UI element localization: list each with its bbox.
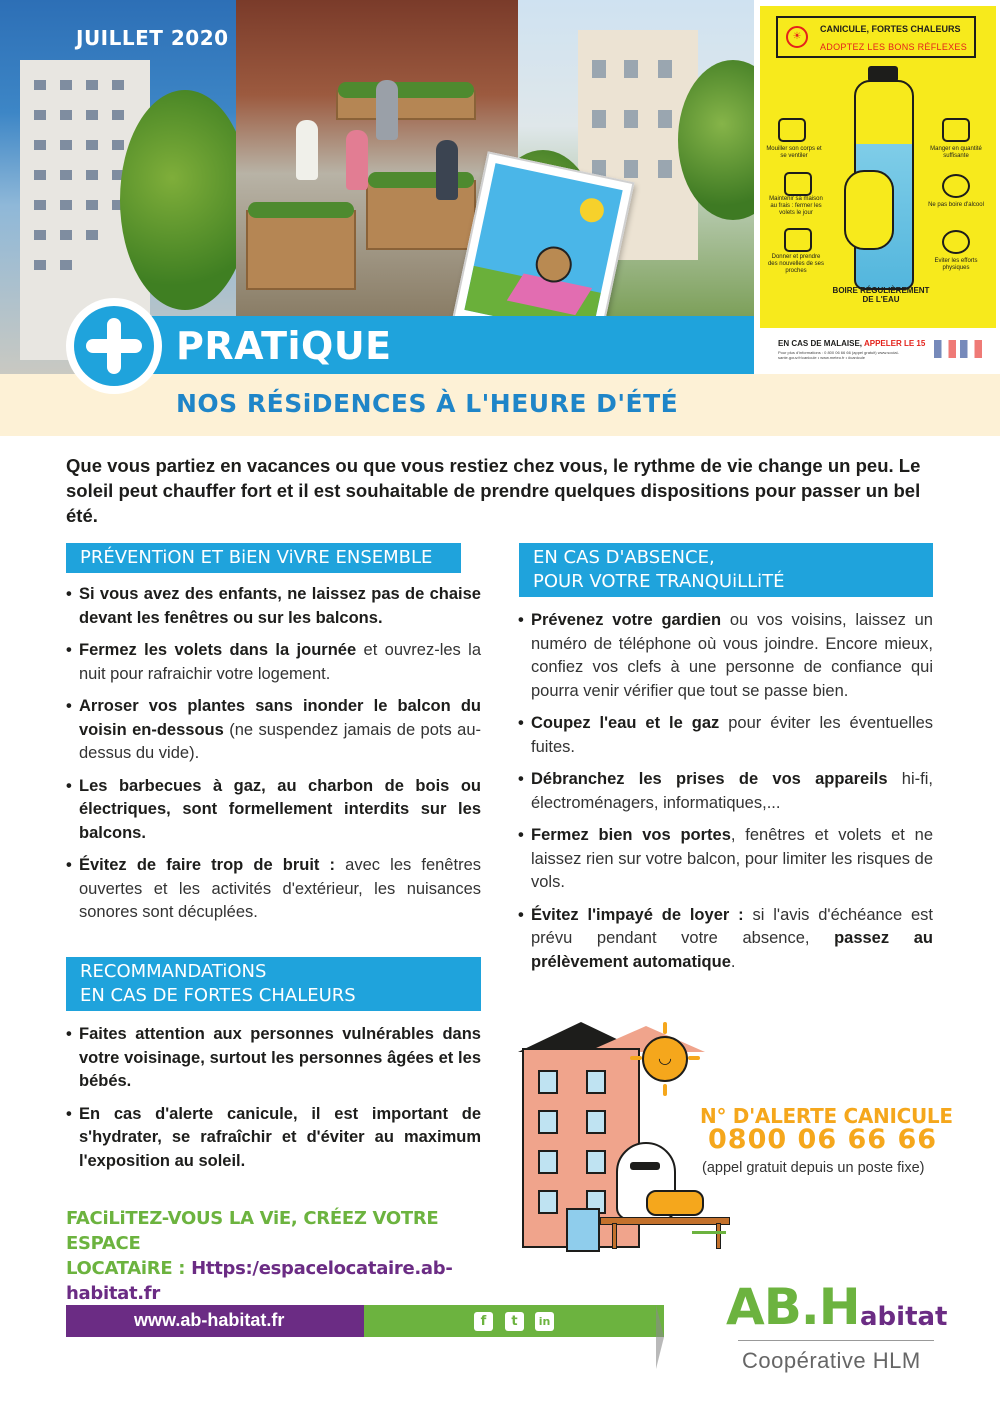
list-item [518, 824, 933, 895]
sun-icon [578, 196, 606, 224]
no-effort-icon [942, 230, 970, 254]
list-item [66, 1023, 481, 1094]
section-title: PRATiQUE [176, 324, 392, 368]
list-item-bold: Évitez de faire trop de bruit : [79, 856, 336, 874]
absence-heading-line: EN CAS D'ABSENCE, [533, 547, 715, 568]
list-item-bold: Prévenez votre gardien [531, 611, 722, 629]
list-item-bold: Fermez bien vos portes [531, 826, 731, 844]
list-item-bold: passez au prélèvement automatique [531, 929, 933, 971]
speech-bubble-icon [784, 228, 812, 252]
poster-banner [776, 16, 976, 58]
poster-tip: Manger en quantité suffisante [930, 146, 982, 159]
recommendations-heading-line: EN CAS DE FORTES CHALEURS [80, 985, 356, 1006]
planter-box [336, 90, 476, 120]
poster-subtitle: ADOPTEZ LES BONS RÉFLEXES [820, 42, 968, 52]
planter-box [246, 210, 356, 290]
prevention-heading-text: PRÉVENTiON ET BiEN ViVRE ENSEMBLE [80, 547, 433, 568]
page-subtitle: NOS RÉSiDENCES À L'HEURE D'ÉTÉ [176, 389, 679, 418]
list-item-bold: Évitez l'impayé de loyer : [531, 905, 744, 924]
heatwave-alert-title: N° D'ALERTE CANICULE [700, 1104, 953, 1128]
sunglasses-icon [630, 1162, 660, 1170]
recommendations-heading-line: RECOMMANDATiONS [80, 961, 267, 982]
footer-bar-edge [656, 1305, 664, 1369]
list-item-bold: Arroser vos plantes sans inonder le balcon du voisin en-dessous [79, 697, 481, 739]
grass-illustration [692, 1220, 726, 1234]
list-item [518, 712, 933, 759]
poster-emergency-lead: EN CAS DE MALAISE, [778, 339, 863, 348]
shower-icon [778, 118, 806, 142]
logo-tagline: Coopérative HLM [742, 1348, 921, 1373]
tenant-space-lead: LOCATAiRE : [66, 1258, 192, 1279]
list-item-bold: Faites attention aux personnes vulnérables dans votre voisinage, surtout les personnes âgées et les bébés. [79, 1025, 481, 1090]
list-item-bold: Les barbecues à gaz, au charbon de bois ou électriques, sont formellement interdits sur les balcons. [79, 776, 481, 842]
list-item-bold: En cas d'alerte canicule, il est important de s'hydrater, se rafraîchir et d'éviter au maximum l'exposition au soleil. [79, 1104, 481, 1170]
list-item-bold: Coupez l'eau et le gaz [531, 714, 720, 732]
list-item-bold: Débranchez les prises de vos appareils [531, 770, 888, 788]
list-item-bold: Fermez les volets dans la journée [79, 641, 357, 659]
list-item [518, 904, 933, 975]
ab-habitat-logo-word: abitat [860, 1302, 948, 1332]
list-item-text: avec les fenêtres ouvertes et les activités d'extérieur, les nuisances sonores sont décuplées. [79, 856, 481, 921]
shutter-icon [784, 172, 812, 196]
recommendations-heading [66, 957, 481, 1011]
recommendations-list [66, 1023, 481, 1182]
list-item [66, 775, 481, 846]
header-banner [0, 0, 1000, 436]
list-item-bold: Si vous avez des enfants, ne laissez pas de chaise devant les fenêtres ou sur les balcons. [79, 585, 481, 627]
poster-emergency-call: APPELER LE 15 [863, 339, 926, 348]
issue-date: JUILLET 2020 [76, 26, 229, 50]
list-item-text: (ne suspendez jamais de pots au-dessus du vide). [79, 720, 481, 762]
poster-info: Pour plus d'informations : 0 800 06 66 66 (appel gratuit) www.social-sante.gouv.fr/canicule • www.meteo.fr • #canicule [778, 350, 899, 360]
absence-heading-line: POUR VOTRE TRANQUiLLiTÉ [533, 571, 785, 592]
heatwave-alert-number[interactable]: 0800 06 66 66 [708, 1124, 938, 1155]
sun-warning-icon: ☀ [786, 26, 808, 48]
list-item [518, 768, 933, 815]
list-item-text: et ouvrez-les la nuit pour rafraichir votre logement. [79, 641, 482, 683]
poster-title: CANICULE, FORTES CHALEURS [820, 24, 961, 34]
list-item [66, 583, 481, 630]
prevention-list [66, 583, 481, 934]
tenant-space-text: FACiLiTEZ-VOUS LA ViE, CRÉEZ VOTRE ESPACE [66, 1208, 439, 1254]
hand-icon [844, 170, 894, 250]
poster-tip: Maintenir sa maison au frais : fermer les volets le jour [769, 196, 823, 216]
tenant-space-promo [66, 1206, 496, 1306]
poster-drink-text: BOIRE RÉGULIÈREMENT DE L'EAU [832, 286, 930, 304]
list-item-text: hi-fi, électroménagers, informatiques,... [531, 770, 933, 812]
list-item [66, 695, 481, 766]
ab-habitat-logo-mark: AB.H [726, 1278, 860, 1336]
list-item [66, 1103, 481, 1174]
linkedin-icon[interactable]: in [535, 1312, 554, 1331]
government-logos [934, 340, 990, 360]
facebook-icon[interactable]: f [474, 1312, 493, 1331]
heatwave-alert-note: (appel gratuit depuis un poste fixe) [702, 1160, 925, 1176]
gardener-figure [346, 130, 368, 190]
intro-paragraph: Que vous partiez en vacances ou que vous restiez chez vous, le rythme de vie change un peu. Le soleil peut chauffer fort et il est souhaitable de prendre quelques dispositions pour passer un bel été. [66, 455, 921, 526]
absence-heading [519, 543, 933, 597]
food-icon [942, 118, 970, 142]
poster-tip: Eviter les efforts physiques [934, 258, 978, 271]
logo-divider [738, 1340, 934, 1341]
list-item-text: . [730, 952, 736, 971]
poster-tip: Mouiller son corps et se ventiler [766, 146, 822, 159]
list-item-text: si l'avis d'échéance est prévu pendant votre absence, [531, 905, 933, 947]
gardener-figure [376, 80, 398, 140]
website-link[interactable]: www.ab-habitat.fr [134, 1310, 285, 1330]
absence-list [518, 609, 933, 983]
poster-emergency [778, 339, 925, 348]
list-item-text: , fenêtres et volets et ne laissez rien sur votre balcon, pour limiter les risques de vols. [531, 826, 933, 891]
plus-icon [74, 306, 154, 386]
tenant-space-link[interactable]: Https:/espacelocataire.ab-habitat.fr [66, 1258, 453, 1304]
planter-box [366, 180, 476, 250]
smiling-sun-icon [642, 1036, 688, 1082]
list-item [66, 854, 481, 925]
character-shirt [646, 1190, 704, 1216]
list-item [66, 639, 481, 686]
list-item [518, 609, 933, 703]
gardener-figure [296, 120, 318, 180]
heatwave-poster [754, 0, 1000, 374]
poster-tip: Donner et prendre des nouvelles de ses proches [767, 254, 825, 274]
gardener-figure [436, 140, 458, 200]
no-alcohol-icon [942, 174, 970, 198]
twitter-icon[interactable]: t [505, 1312, 524, 1331]
poster-tip: Ne pas boire d'alcool [928, 202, 984, 208]
list-item-text: ou vos voisins, laissez un numéro de téléphone où vous joindre. Encore mieux, confiez vos clefs à une personne de confiance qui pourra venir vérifier que tout se passe bien. [531, 611, 933, 700]
list-item-text: pour éviter les éventuelles fuites. [531, 714, 934, 756]
prevention-heading [66, 543, 461, 573]
